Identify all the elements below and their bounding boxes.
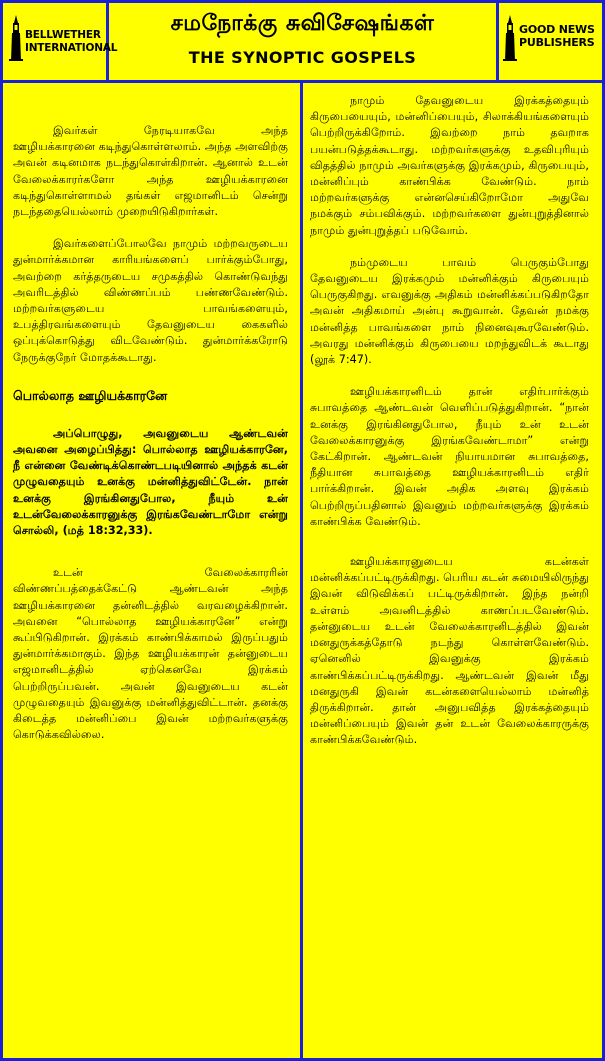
title-box [109, 3, 496, 80]
scripture-quote: அப்பொழுது, அவனுடைய ஆண்டவன் அவனை அழைப்பித்து: பொல்லாத ஊழியக்காரனே, நீ என்னை வேண்டிக்கொண்டபடியினால் அந்தக் கடன் முழுவதையும் உனக்கு மன்னித்துவிட்டேன். நான் உனக்கு இரங்கினதுபோல, நீயும் உன் உடன்வேலைக்காரனுக்கு இரங்கவேண்டாமோ என்று சொல்லி, (மத் 18:32,33). [13, 426, 288, 538]
good-news-logo-text [519, 23, 595, 49]
good-news-logo [496, 3, 602, 80]
section-heading: பொல்லாத ஊழியக்காரனே [13, 387, 168, 403]
paragraph: உடன் வேலைக்காரரின் விண்ணப்பத்தைக்கேட்டு ஆண்டவன் அந்த ஊழியக்காரனை தன்னிடத்தில் வரவழைக்கிறான். அவனை “பொல்லாத ஊழியக்காரனே” என்று கூப்பிடுகிறான். இரக்கம் காண்பிக்காமல் இருப்பதும் துன்மார்க்கமாகும். இந்த ஊழியக்காரன் தன்னுடைய எஜமானிடத்தில் ஏற்கெனவே இரக்கம் பெற்றிருப்பவன். அவன் இவனுடைய கடன் முழுவதையும் இவனுக்கு மன்னித்துவிட்டான். தனக்கு கிடைத்த மன்னிப்பை இவன் மற்றவர்களுக்கு கொடுக்கவில்லை. [13, 566, 288, 742]
bell-tower-icon [8, 15, 24, 61]
logo-line-2: INTERNATIONAL [25, 42, 118, 54]
logo-line-1: GOOD NEWS [519, 23, 595, 36]
column-divider [300, 83, 303, 1058]
paragraph: இவர்களைப்போலவே நாமும் மற்றவருடைய துன்மார்க்கமான காரியங்களைப் பார்க்கும்போது, அவற்றை கர்த்தருடைய சமுகத்தில் கொண்டுவந்து அவரிடத்தில் விண்ணப்பம் பண்ணவேண்டும். மற்றவர்களுடைய பாவங்களையும், உபத்திரவங்களையும் தேவனுடைய கைகளில் ஒப்புக்கொடுத்து விடவேண்டும். துன்மார்க்கரோடு நேருக்குநேர் மோதக்கூடாது. [13, 237, 288, 364]
bellwether-logo [3, 3, 118, 80]
logo-line-2: PUBLISHERS [519, 36, 595, 49]
page-title-english: THE SYNOPTIC GOSPELS [188, 48, 417, 67]
header [3, 3, 602, 83]
paragraph: ஊழியக்காரனுடைய கடன்கள் மன்னிக்கப்பட்டிருக்கிறது. பெரிய கடன் சுமையிலிருந்து இவன் விடுவிக்கப் பட்டிருக்கிறான். இந்த நன்றி உள்ளம் அவனிடத்தில் காணப்படவேண்டும். தன்னுடைய உடன் வேலைக்காரனிடத்தில் இவன் மனதுருக்கத்தோடு நடந்து கொள்ளவேண்டும். ஏனெனில் இவனுக்கு இரக்கம் காண்பிக்கப்பட்டிருக்கிறது. ஆண்டவன் இவன் மீது மனதுருகி இவன் கடன்களையெல்லாம் மன்னித் திருக்கிறான். தான் அனுபவித்த இரக்கத்தையும் மன்னிப்பையும் இவன் தன் உடன் வேலைக்காரருக்கு காண்பிக்கவேண்டும். [310, 555, 589, 747]
paragraph: இவர்கள் நேரடியாகவே அந்த ஊழியக்காரனை கடிந்துகொள்ளலாம். அந்த அளவிற்கு அவன் கடினமாக நடந்துகொள்கிறான். ஆனால் உடன் வேலைக்காரர்களோ அந்த ஊழியக்காரனை கடிந்துகொள்ளாமல் தங்கள் எஜமானிடம் சென்று நடந்ததையெல்லாம் முறையிடுகிறார்கள். [13, 124, 288, 219]
bellwether-logo-text [25, 29, 117, 55]
paragraph: நம்முடைய பாவம் பெருகும்போது தேவனுடைய இரக்கமும் மன்னிக்கும் கிருபையும் பெருகுகிறது. எவனுக்கு அதிகம் மன்னிக்கப்படுகிறதோ அவன் அதிகமாய் அன்பு கூறுவான். தேவன் நமக்கு மன்னித்த பாவங்களை நாம் நினைவுகூரவேண்டும். அவரது மன்னிக்கும் கிருபையை மறந்துவிடக் கூடாது (லூக் 7:47). [310, 255, 589, 367]
paragraph: ஊழியக்காரனிடம் தான் எதிர்பார்க்கும் சுபாவத்தை ஆண்டவன் வெளிப்படுத்துகிறான். “நான் உனக்கு இரங்கினதுபோல, நீயும் உன் உடன் வேலைக்காரனுக்கு இரங்கவேண்டாமா” என்று கேட்கிறான். ஆண்டவன் நியாயமான சுபாவத்தை, நீதியான சுபாவத்தை ஊழியக்காரனிடம் எதிர் பார்க்கிறான். இவன் அதிக அளவு இரக்கம் பெற்றிருப்பதினால் இவனும் மற்றவர்களுக்கு இரக்கம் காண்பிக்க வேண்டும். [310, 385, 589, 528]
paragraph: நாமும் தேவனுடைய இரக்கத்தையும் கிருபையையும், மன்னிப்பையும், சிலாக்கியங்களையும் பெற்றிருக்கிறோம். இவற்றை நாம் தவறாக பயன்படுத்தக்கூடாது. மற்றவர்களுக்கு உதவிபுரியும் விதத்தில் நாமும் அவர்களுக்கு இரக்கமும், கிருபையும், மன்னிப்பும் காண்பிக்க வேண்டும். நாம் மற்றவர்களுக்கு என்னசெய்கிறோமோ அதுவே நமக்கும் சம்பவிக்கும். மற்றவர்களை துன்புறுத்தினால் நாமும் துன்புறுத்தப் படுவோம். [310, 94, 589, 237]
page-title-tamil: சமநோக்கு சுவிசேஷங்கள் [170, 11, 435, 36]
bell-tower-icon [502, 15, 518, 61]
right-column [310, 83, 589, 749]
logo-line-1: BELLWETHER [25, 29, 101, 41]
left-column [13, 83, 288, 744]
